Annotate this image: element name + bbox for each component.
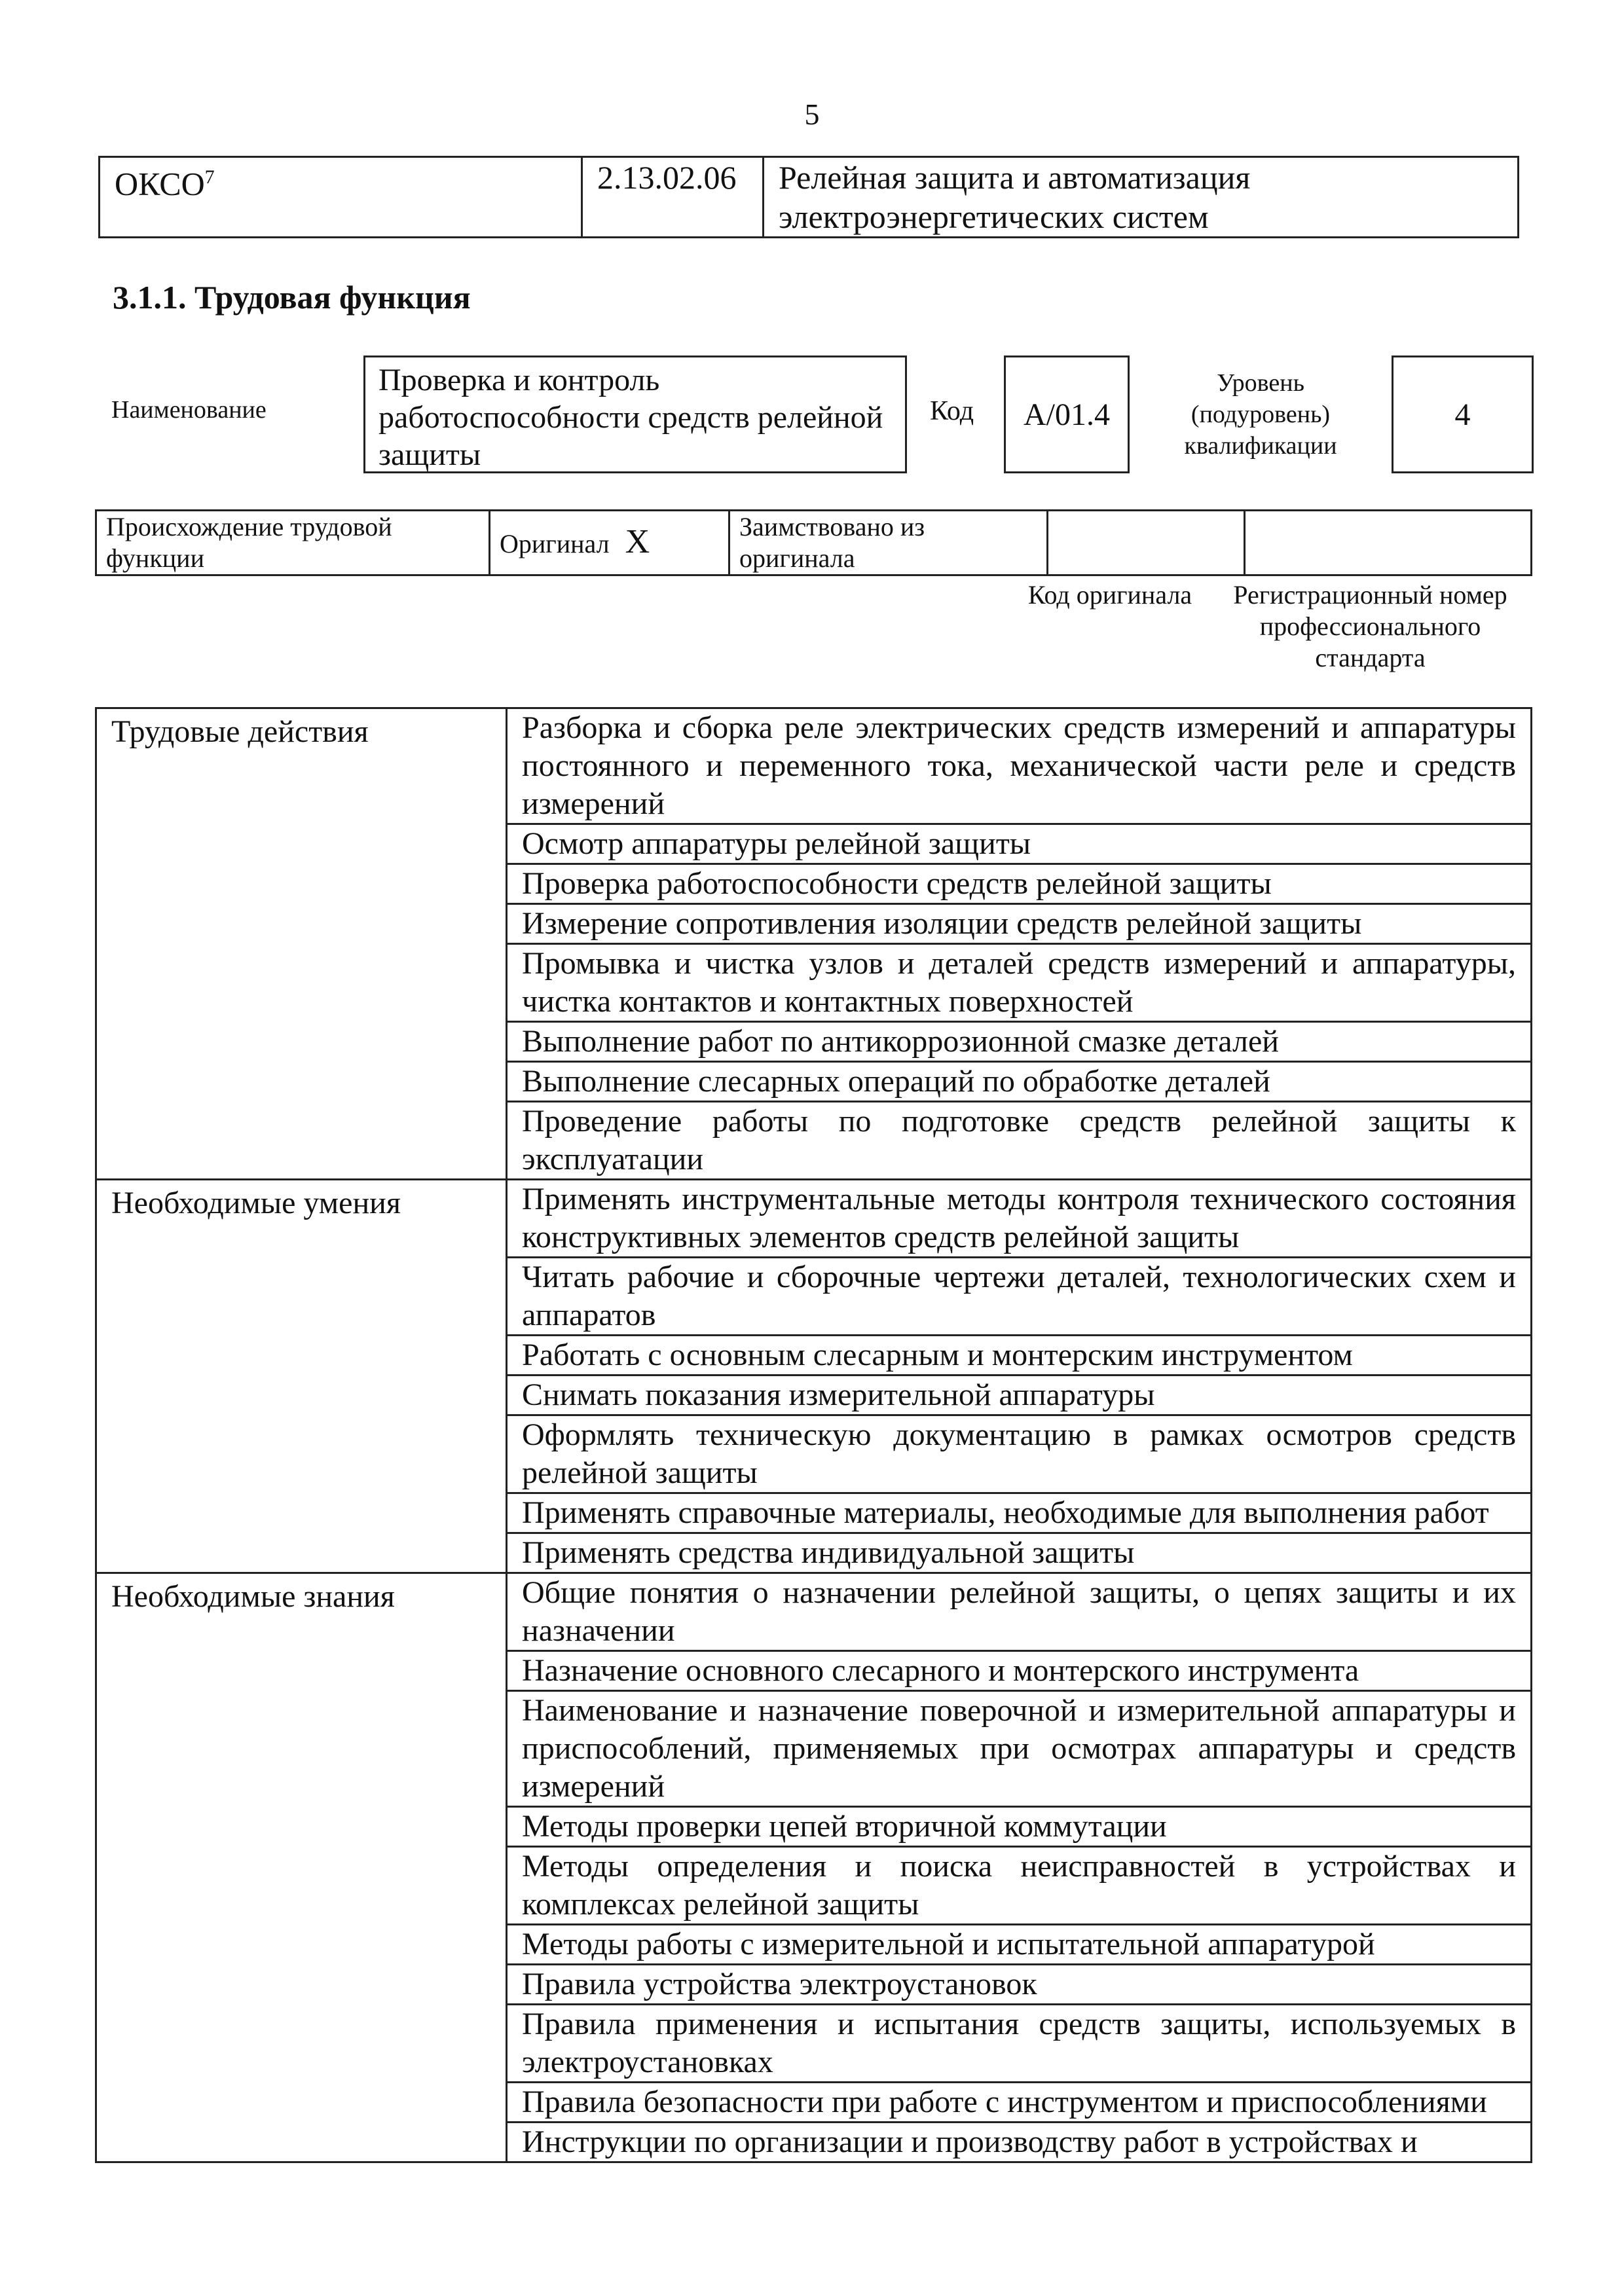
- section-category: Трудовые действия: [96, 708, 507, 1180]
- section-item: Правила безопасности при работе с инструментом и приспособлениями: [507, 2083, 1532, 2123]
- okso-label-cell: [100, 157, 582, 238]
- section-category: Необходимые знания: [96, 1573, 507, 2162]
- table-row: [96, 708, 1532, 824]
- code-caption: Код оригинала: [1027, 580, 1192, 610]
- origin-original-cell: [490, 511, 729, 575]
- original-label: Оригинал: [500, 528, 610, 558]
- okso-name: Релейная защита и автоматизация электроэнергетических систем: [764, 157, 1519, 238]
- okso-footnote: 7: [204, 166, 215, 188]
- section-item: Общие понятия о назначении релейной защиты, о цепях защиты и их назначении: [507, 1573, 1532, 1651]
- okso-code: 2.13.02.06: [582, 157, 764, 238]
- code-label: Код: [930, 396, 974, 426]
- original-mark: X: [625, 522, 650, 560]
- section-item: Оформлять техническую документацию в рамках осмотров средств релейной защиты: [507, 1415, 1532, 1493]
- section-item: Проверка работоспособности средств релейной защиты: [507, 864, 1532, 904]
- section-item: Инструкции по организации и производству работ в устройствах и: [507, 2123, 1532, 2162]
- section-item: Применять инструментальные методы контроля технического состояния конструктивных элементов средств релейной защиты: [507, 1180, 1532, 1258]
- section-item: Работать с основным слесарным и монтерским инструментом: [507, 1336, 1532, 1376]
- table-row: [96, 1180, 1532, 1258]
- section-item: Методы работы с измерительной и испытательной аппаратурой: [507, 1925, 1532, 1965]
- section-title: 3.1.1. Трудовая функция: [113, 279, 471, 316]
- okso-table: [98, 156, 1519, 238]
- section-item: Выполнение слесарных операций по обработке деталей: [507, 1062, 1532, 1102]
- section-item: Промывка и чистка узлов и деталей средств измерений и аппаратуры, чистка контактов и контактных поверхностей: [507, 944, 1532, 1022]
- section-item: Выполнение работ по антикоррозионной смазке деталей: [507, 1022, 1532, 1062]
- level-label: Уровень (подуровень) квалификации: [1184, 369, 1337, 460]
- section-item: Читать рабочие и сборочные чертежи деталей, технологических схем и аппаратов: [507, 1258, 1532, 1336]
- section-item: Правила устройства электроустановок: [507, 1965, 1532, 2005]
- section-item: Осмотр аппаратуры релейной защиты: [507, 824, 1532, 864]
- function-content-table: [95, 707, 1532, 2163]
- section-item: Методы определения и поиска неисправностей в устройствах и комплексах релейной защиты: [507, 1847, 1532, 1925]
- section-item: Применять средства индивидуальной защиты: [507, 1533, 1532, 1573]
- function-name: Проверка и контроль работоспособности средств релейной защиты: [363, 355, 907, 473]
- section-item: Проведение работы по подготовке средств релейной защиты к эксплуатации: [507, 1102, 1532, 1180]
- origin-label: Происхождение трудовой функции: [96, 511, 490, 575]
- okso-label: ОКСО: [115, 165, 205, 202]
- function-code: A/01.4: [1004, 355, 1130, 473]
- section-item: Методы проверки цепей вторичной коммутации: [507, 1807, 1532, 1847]
- table-row: [96, 1573, 1532, 1651]
- section-item: Правила применения и испытания средств защиты, используемых в электроустановках: [507, 2005, 1532, 2083]
- section-item: Измерение сопротивления изоляции средств релейной защиты: [507, 904, 1532, 944]
- section-item: Применять справочные материалы, необходимые для выполнения работ: [507, 1493, 1532, 1533]
- reg-number-cell: [1245, 511, 1532, 575]
- level-value: 4: [1392, 355, 1534, 473]
- reg-caption: Регистрационный номер профессионального стандарта: [1233, 580, 1507, 672]
- origin-table: [95, 509, 1532, 576]
- borrowed-label: Заимствовано из оригинала: [729, 511, 1048, 575]
- name-label: Наименование: [111, 396, 267, 424]
- section-item: Наименование и назначение поверочной и измерительной аппаратуры и приспособлений, применяемых при осмотрах аппаратуры и средств измерений: [507, 1691, 1532, 1807]
- section-category: Необходимые умения: [96, 1180, 507, 1573]
- page-number: 5: [804, 98, 820, 131]
- section-item: Разборка и сборка реле электрических средств измерений и аппаратуры постоянного и переменного тока, механической части реле и средств измерений: [507, 708, 1532, 824]
- section-item: Снимать показания измерительной аппаратуры: [507, 1376, 1532, 1415]
- section-item: Назначение основного слесарного и монтерского инструмента: [507, 1651, 1532, 1691]
- original-code-cell: [1048, 511, 1245, 575]
